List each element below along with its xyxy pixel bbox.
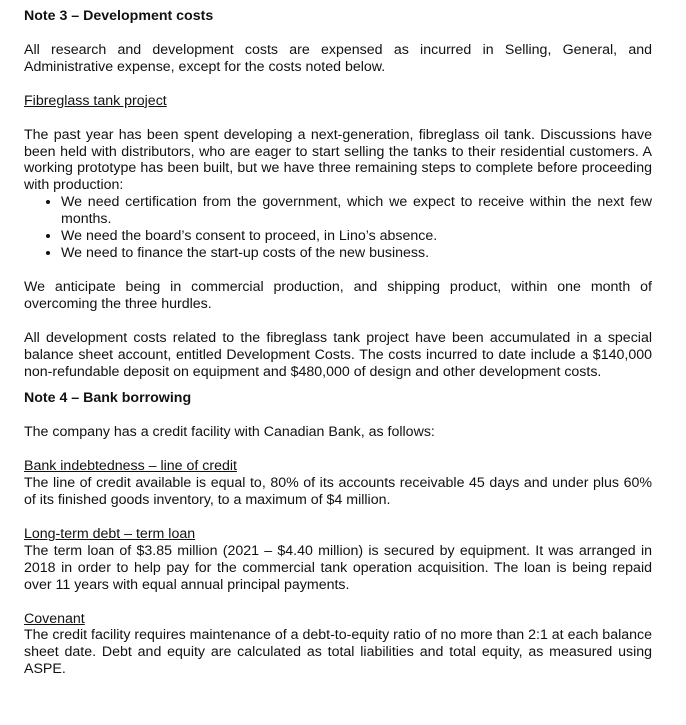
list-item: • We need the board’s consent to proceed, in Lino’s absence. <box>61 228 652 245</box>
note-3-heading: Note 3 – Development costs <box>24 8 214 24</box>
note-4-heading: Note 4 – Bank borrowing <box>24 390 192 407</box>
document-body <box>24 8 652 678</box>
note-4-intro: The company has a credit facility with Canadian Bank, as follows: <box>24 424 435 441</box>
development-costs-paragraph: All development costs related to the fibreglass tank project have been accumulated in a special balance sheet account, entitled Development Costs. The costs incurred to date include a $140,000 non-refundable deposit on equipment and $480,000 of design and other development costs. <box>24 329 652 380</box>
covenant-subheading: Covenant <box>24 610 85 627</box>
remaining-steps-list <box>24 194 652 262</box>
line-of-credit-paragraph: The line of credit available is equal to, 80% of its accounts receivable 45 days and under plus 60% of its finished goods inventory, to a maximum of $4 million. <box>24 475 652 509</box>
list-item: • We need certification from the government, which we expect to receive within the next few months. <box>61 194 652 228</box>
fibreglass-subheading: Fibreglass tank project <box>24 92 167 109</box>
fibreglass-paragraph: The past year has been spent developing a next-generation, fibreglass oil tank. Discussions have been held with distributors, who are eager to start selling the tanks to their residential customers. A working prototype has been built, but we have three remaining steps to complete before proceeding with production: <box>24 126 652 194</box>
production-paragraph: We anticipate being in commercial production, and shipping product, within one month of overcoming the three hurdles. <box>24 278 652 312</box>
term-loan-paragraph: The term loan of $3.85 million (2021 – $4.40 million) is secured by equipment. It was arranged in 2018 in order to help pay for the commercial tank operation acquisition. The loan is being repaid over 11 years with equal annual principal payments. <box>24 542 652 593</box>
list-item: • We need to finance the start-up costs of the new business. <box>61 245 652 262</box>
line-of-credit-subheading: Bank indebtedness – line of credit <box>24 458 237 475</box>
covenant-paragraph: The credit facility requires maintenance of a debt-to-equity ratio of no more than 2:1 at each balance sheet date. Debt and equity are calculated as total liabilities and total equity, as measured using ASPE. <box>24 627 652 678</box>
note-3-intro: All research and development costs are expensed as incurred in Selling, General, and Administrative expense, except for the costs noted below. <box>24 41 652 75</box>
term-loan-subheading: Long-term debt – term loan <box>24 525 196 542</box>
